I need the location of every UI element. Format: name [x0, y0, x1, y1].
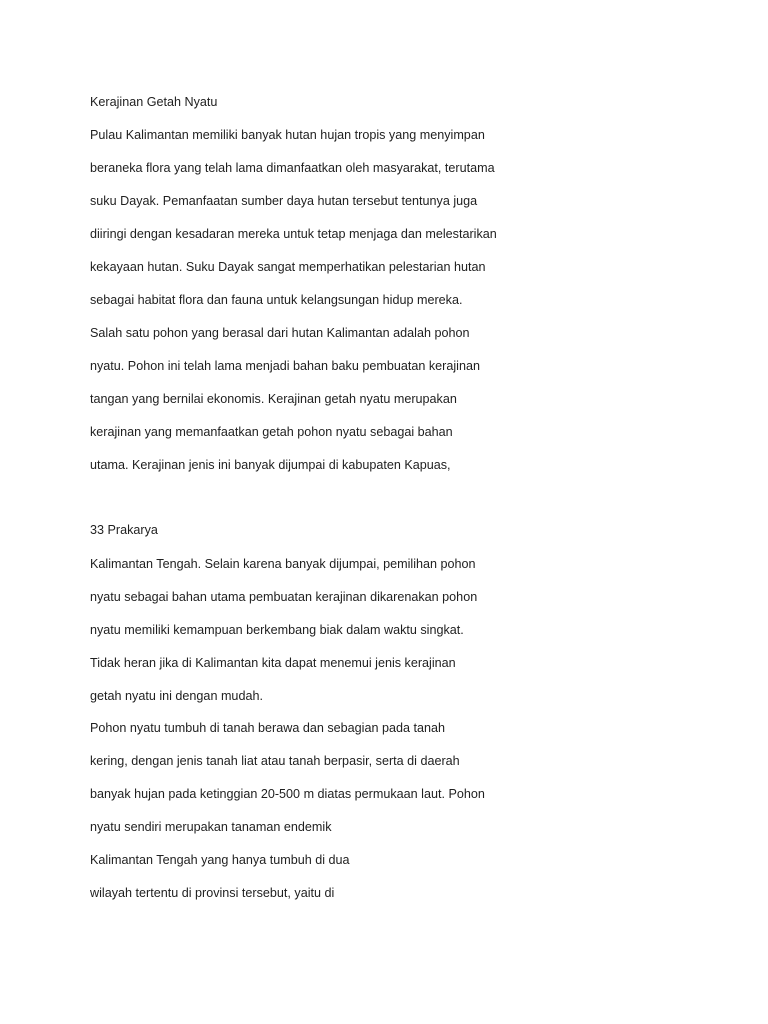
text-line: Tidak heran jika di Kalimantan kita dapat menemui jenis kerajinan	[90, 656, 456, 670]
text-line: Kalimantan Tengah. Selain karena banyak dijumpai, pemilihan pohon	[90, 557, 476, 571]
page-marker: 33 Prakarya	[90, 523, 158, 537]
document-title: Kerajinan Getah Nyatu	[90, 95, 218, 109]
text-line: getah nyatu ini dengan mudah.	[90, 689, 263, 703]
text-line: Pohon nyatu tumbuh di tanah berawa dan sebagian pada tanah	[90, 721, 446, 735]
text-line: kering, dengan jenis tanah liat atau tanah berpasir, serta di daerah	[90, 754, 460, 768]
text-line: beraneka flora yang telah lama dimanfaatkan oleh masyarakat, terutama	[90, 161, 495, 175]
text-line: nyatu sendiri merupakan tanaman endemik	[90, 820, 332, 834]
text-line: kekayaan hutan. Suku Dayak sangat memperhatikan pelestarian hutan	[90, 260, 486, 274]
text-line: nyatu. Pohon ini telah lama menjadi bahan baku pembuatan kerajinan	[90, 359, 480, 373]
text-line: diiringi dengan kesadaran mereka untuk tetap menjaga dan melestarikan	[90, 227, 497, 241]
text-line: wilayah tertentu di provinsi tersebut, yaitu di	[90, 886, 335, 900]
text-line: Pulau Kalimantan memiliki banyak hutan hujan tropis yang menyimpan	[90, 128, 485, 142]
text-line: nyatu sebagai bahan utama pembuatan kerajinan dikarenakan pohon	[90, 590, 478, 604]
text-line: utama. Kerajinan jenis ini banyak dijumpai di kabupaten Kapuas,	[90, 458, 451, 472]
text-line: suku Dayak. Pemanfaatan sumber daya hutan tersebut tentunya juga	[90, 194, 478, 208]
text-line: nyatu memiliki kemampuan berkembang biak dalam waktu singkat.	[90, 623, 464, 637]
text-line: Salah satu pohon yang berasal dari hutan Kalimantan adalah pohon	[90, 326, 470, 340]
text-line: banyak hujan pada ketinggian 20-500 m diatas permukaan laut. Pohon	[90, 787, 485, 801]
text-line: tangan yang bernilai ekonomis. Kerajinan getah nyatu merupakan	[90, 392, 457, 406]
text-line: Kalimantan Tengah yang hanya tumbuh di dua	[90, 853, 350, 867]
text-line: sebagai habitat flora dan fauna untuk kelangsungan hidup mereka.	[90, 293, 463, 307]
text-line: kerajinan yang memanfaatkan getah pohon nyatu sebagai bahan	[90, 425, 453, 439]
